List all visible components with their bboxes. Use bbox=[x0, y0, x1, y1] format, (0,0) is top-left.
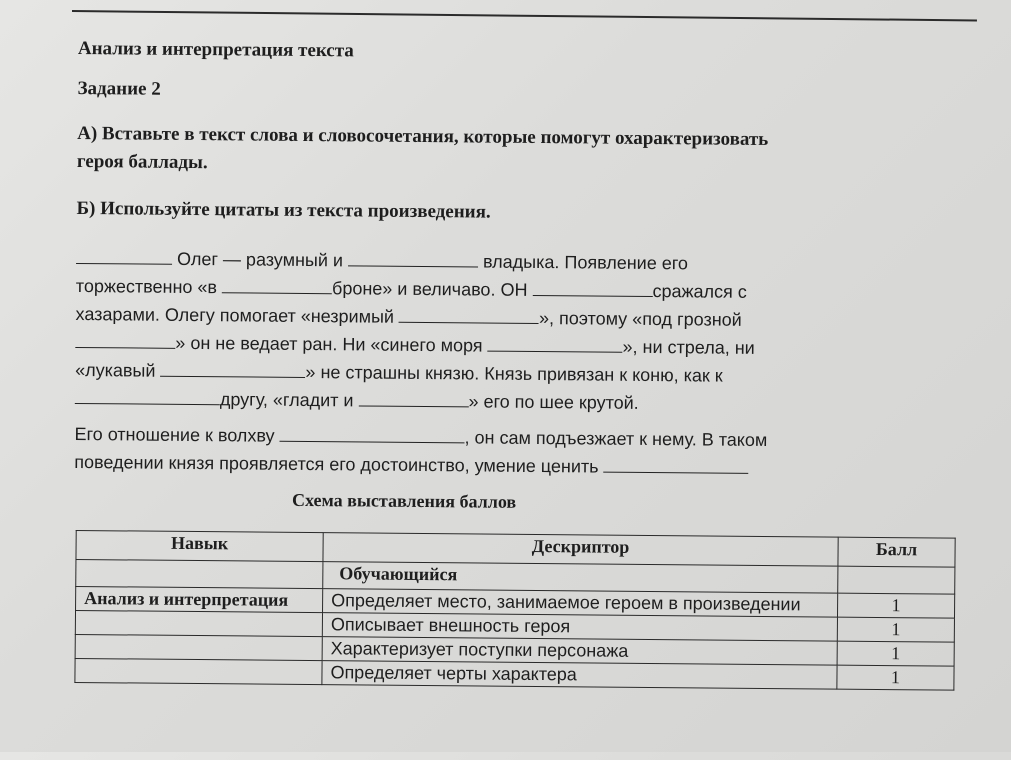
score-cell: 1 bbox=[837, 593, 954, 618]
text-fragment: » он не ведает ран. Ни «синего моря bbox=[175, 332, 483, 356]
table-cell bbox=[75, 658, 322, 684]
fill-in-text bbox=[75, 244, 856, 419]
text-fragment: » не страшны князю. Князь привязан к коню, как к bbox=[305, 361, 723, 386]
text-fragment: «лукавый bbox=[75, 359, 156, 381]
text-fragment: », поэтому «под грозной bbox=[538, 308, 742, 330]
text-fragment: , он сам подъезжает к нему. В таком bbox=[464, 427, 768, 451]
subheader-learner: Обучающийся bbox=[323, 562, 838, 593]
text-line bbox=[75, 384, 855, 419]
answer-blank[interactable] bbox=[222, 274, 332, 294]
answer-blank[interactable] bbox=[399, 304, 539, 324]
instruction-a: А) Вставьте в текст слова и словосочетания, которые помогут охарактеризовать героя баллады. bbox=[76, 122, 769, 174]
descriptor-cell: Определяет место, занимаемое героем в произведении bbox=[323, 589, 838, 617]
answer-blank[interactable] bbox=[488, 333, 623, 353]
score-cell: 1 bbox=[837, 617, 954, 642]
answer-blank[interactable] bbox=[348, 247, 478, 267]
text-fragment: владыка. Появление его bbox=[482, 251, 689, 274]
text-fragment: броне» и величаво. ОН bbox=[331, 278, 528, 300]
attitude-paragraph bbox=[74, 420, 874, 483]
text-fragment: сражался с bbox=[652, 281, 747, 302]
skill-cell: Анализ и интерпретация bbox=[76, 586, 323, 612]
header-skill: Навык bbox=[76, 530, 323, 561]
header-descriptor: Дескриптор bbox=[323, 533, 838, 566]
page-title: Анализ и интерпретация текста bbox=[77, 37, 354, 62]
task-heading: Задание 2 bbox=[77, 77, 161, 100]
text-fragment: Олег — разумный и bbox=[177, 248, 344, 271]
descriptor-cell: Характеризует поступки персонажа bbox=[322, 637, 837, 665]
table-cell bbox=[75, 610, 322, 636]
scoring-table bbox=[74, 530, 955, 691]
instruction-b: Б) Используйте цитаты из текста произведения. bbox=[76, 197, 491, 223]
text-fragment: поведении князя проявляется его достоинство, умение ценить bbox=[74, 451, 599, 477]
score-cell: 1 bbox=[837, 641, 954, 666]
answer-blank[interactable] bbox=[75, 385, 220, 405]
table-cell bbox=[76, 559, 323, 588]
answer-blank[interactable] bbox=[76, 245, 172, 265]
text-fragment: » его по шее крутой. bbox=[468, 391, 639, 413]
descriptor-cell: Определяет черты характера bbox=[322, 661, 837, 689]
text-fragment: хазарами. Олегу помогает «незримый bbox=[75, 303, 395, 327]
answer-blank[interactable] bbox=[75, 329, 175, 349]
text-fragment: торжественно «в bbox=[75, 275, 218, 298]
table-cell bbox=[838, 566, 955, 594]
scoring-title: Схема выставления баллов bbox=[291, 489, 517, 512]
answer-blank[interactable] bbox=[160, 358, 305, 378]
answer-blank[interactable] bbox=[280, 423, 465, 444]
table-cell bbox=[75, 634, 322, 660]
answer-blank[interactable] bbox=[358, 387, 468, 407]
descriptor-cell: Описывает внешность героя bbox=[322, 613, 837, 641]
text-fragment: », ни стрела, ни bbox=[622, 336, 755, 358]
header-score: Балл bbox=[838, 537, 955, 567]
score-cell: 1 bbox=[837, 665, 954, 690]
text-fragment: другу, «гладит и bbox=[219, 389, 354, 411]
text-fragment: Его отношение к волхву bbox=[74, 423, 275, 446]
answer-blank[interactable] bbox=[604, 454, 749, 474]
answer-blank[interactable] bbox=[532, 277, 652, 297]
